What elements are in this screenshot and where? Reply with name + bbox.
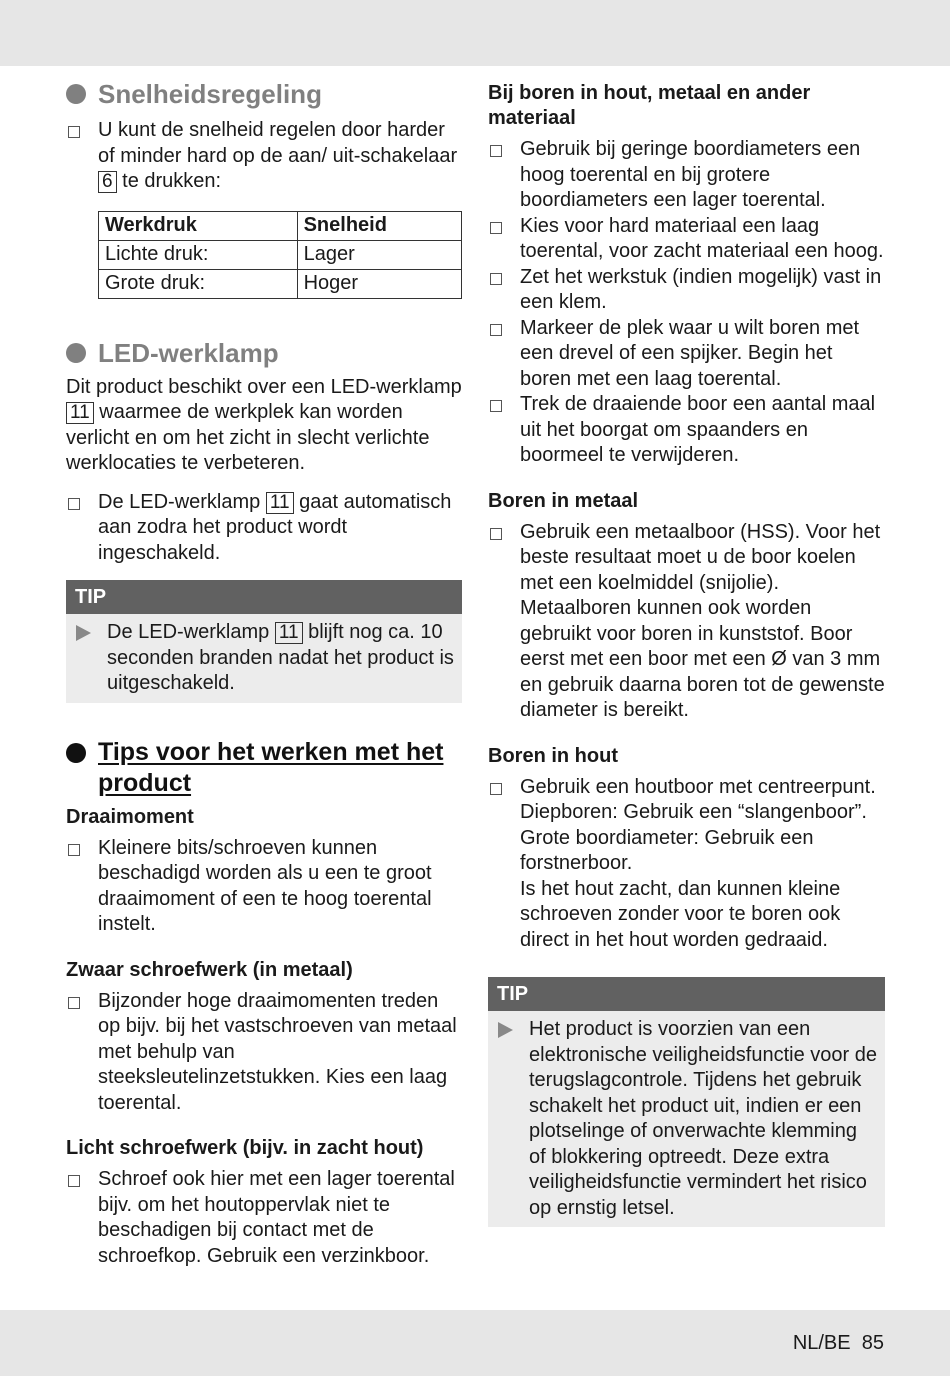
- square-bullet-icon: [68, 844, 80, 856]
- square-bullet-icon: [490, 324, 502, 336]
- page-number: 85: [861, 1332, 884, 1354]
- tip-box-safety: [488, 977, 885, 1227]
- subheading-boren-in-metaal: Boren in metaal: [488, 489, 639, 512]
- square-bullet-icon: [490, 400, 502, 412]
- table-cell: Lager: [297, 240, 461, 269]
- table-row: [99, 269, 462, 298]
- tip-label: TIP: [488, 977, 885, 1011]
- list-item: Trek de draaiende boor een aantal maal uit het boorgat om spaanders en boormeel te verwijderen.: [488, 392, 885, 469]
- page-footer: [793, 1332, 884, 1355]
- tip-label: TIP: [66, 580, 462, 614]
- subheading-draaimoment: Draaimoment: [66, 805, 194, 828]
- list-item: Gebruik bij geringe boordiameters een hoog toerental en bij grotere boordiameters een lager toerental.: [488, 137, 885, 214]
- square-bullet-icon: [490, 273, 502, 285]
- part-reference: 11: [66, 402, 94, 424]
- tip-text: De LED-werklamp 11 blijft nog ca. 10 seconden branden nadat het product is uitgeschakeld.: [107, 621, 454, 694]
- speed-table: [98, 211, 462, 299]
- table-header-snelheid: Snelheid: [297, 211, 461, 240]
- subheading-licht-schroefwerk: Licht schroefwerk (bijv. in zacht hout): [66, 1137, 424, 1159]
- draaimoment-list: [66, 836, 462, 938]
- list-item: De LED-werklamp 11 gaat automatisch aan zodra het product wordt ingeschakeld.: [66, 490, 462, 567]
- list-item: Schroef ook hier met een lager toerental bijv. om het houtoppervlak niet te beschadigen bij contact met de schroefkop. Gebruik een verzinkboor.: [66, 1167, 462, 1269]
- zwaar-list: [66, 989, 462, 1117]
- table-row: [99, 240, 462, 269]
- bullet-dot-icon: [66, 84, 86, 104]
- tip-box-led: [66, 580, 462, 703]
- list-item: Zet het werkstuk (indien mogelijk) vast in een klem.: [488, 265, 885, 316]
- tip-text: Het product is voorzien van een elektronische veiligheidsfunctie voor de terugslagcontrole. Tijdens het gebruik schakelt het product uit, indien er een plotselinge of onverwachte klemming of blokkering optreedt. Deze extra veiligheidsfunctie vermindert het risico op ernstig letsel.: [529, 1018, 877, 1219]
- heading-led-werklamp: LED-werklamp: [66, 337, 462, 369]
- table-cell: Lichte druk:: [99, 240, 298, 269]
- subheading-bij-boren: Bij boren in hout, metaal en ander materiaal: [488, 82, 811, 129]
- square-bullet-icon: [490, 222, 502, 234]
- list-item: Gebruik een metaalboor (HSS). Voor het beste resultaat moet u de boor koelen met een koelmiddel (snijolie). Metaalboren kunnen ook worden gebruikt voor boren in kunststof. Boor eerst met een boor met een Ø van 3 mm en gebruik daarna boren tot de gewenste diameter is bereikt.: [488, 520, 885, 724]
- led-list: [66, 490, 462, 567]
- top-bar: [0, 0, 950, 66]
- list-item: Kies voor hard materiaal een laag toerental, voor zacht materiaal een hoog.: [488, 214, 885, 265]
- bullet-dot-icon: [66, 343, 86, 363]
- square-bullet-icon: [68, 1175, 80, 1187]
- list-item: Bijzonder hoge draaimomenten treden op bijv. bij het vastschroeven van metaal met behulp van steeksleutelinzetstukken. Kies een laag toerental.: [66, 989, 462, 1117]
- subheading-zwaar-schroefwerk: Zwaar schroefwerk (in metaal): [66, 958, 353, 981]
- heading-tips-werken: Tips voor het werken met het product: [66, 737, 462, 799]
- hout-list: [488, 775, 885, 954]
- boren-alg-list: [488, 137, 885, 469]
- list-item: U kunt de snelheid regelen door harder of minder hard op de aan/ uit-schakelaar 6 te drukken:: [66, 118, 462, 195]
- square-bullet-icon: [68, 498, 80, 510]
- licht-list: [66, 1167, 462, 1269]
- table-cell: Hoger: [297, 269, 461, 298]
- list-item: Markeer de plek waar u wilt boren met een drevel of een spijker. Begin het boren met een laag toerental.: [488, 316, 885, 393]
- square-bullet-icon: [490, 528, 502, 540]
- list-item: Gebruik een houtboor met centreerpunt. Diepboren: Gebruik een “slangenboor”. Grote boordiameter: Gebruik een forstnerboor. Is het hout zacht, dan kunnen kleine schroeven zonder voor te boren ook direct in het hout worden gedraaid.: [488, 775, 885, 954]
- right-column: [488, 81, 885, 1227]
- heading-snelheidsregeling: Snelheidsregeling: [66, 78, 462, 110]
- square-bullet-icon: [68, 126, 80, 138]
- left-column: [66, 78, 462, 1269]
- snelheid-list: [66, 118, 462, 195]
- part-reference: 6: [98, 171, 117, 193]
- arrow-right-icon: [76, 625, 91, 641]
- subheading-boren-in-hout: Boren in hout: [488, 744, 618, 767]
- metaal-list: [488, 520, 885, 724]
- led-paragraph: Dit product beschikt over een LED-werklamp 11 waarmee de werkplek kan worden verlicht en om het zicht in slecht verlichte werklocaties te verbeteren.: [66, 375, 462, 474]
- part-reference: 11: [266, 492, 294, 514]
- arrow-right-icon: [498, 1022, 513, 1038]
- bullet-dot-icon: [66, 743, 86, 763]
- list-item: Kleinere bits/schroeven kunnen beschadigd worden als u een te groot draaimoment of een te hoog toerental instelt.: [66, 836, 462, 938]
- language-code: NL/BE: [792, 1332, 851, 1354]
- square-bullet-icon: [490, 783, 502, 795]
- square-bullet-icon: [490, 145, 502, 157]
- table-row: [99, 211, 462, 240]
- part-reference: 11: [275, 622, 303, 644]
- table-cell: Grote druk:: [99, 269, 298, 298]
- square-bullet-icon: [68, 997, 80, 1009]
- table-header-werkdruk: Werkdruk: [99, 211, 298, 240]
